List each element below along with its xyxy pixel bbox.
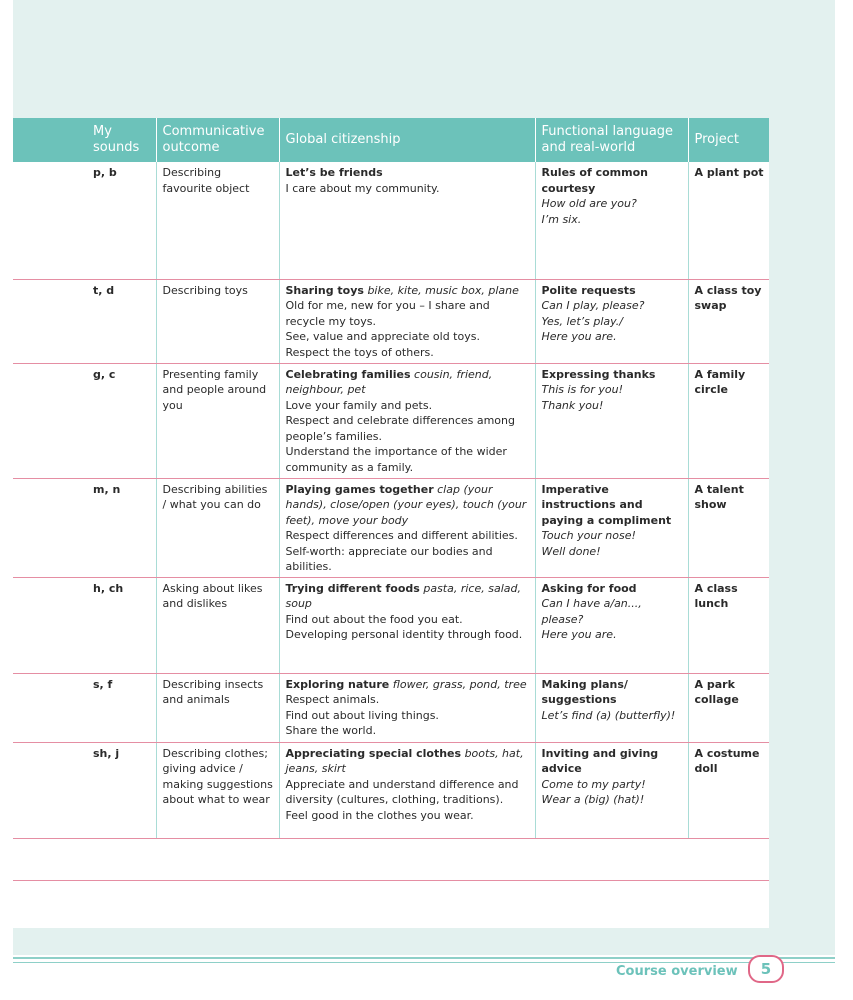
citizenship-vocab: cousin, friend, neighbour, pet bbox=[285, 367, 493, 396]
functional-example: Let’s find (a) (butterfly)! bbox=[541, 708, 676, 722]
table-row bbox=[13, 478, 769, 577]
page-number-badge: 5 bbox=[748, 955, 784, 983]
citizenship-line: See, value and appreciate old toys. bbox=[285, 330, 480, 343]
functional-title: Making plans/ suggestions bbox=[541, 677, 628, 706]
table-row bbox=[13, 577, 769, 673]
citizenship-title: Trying different foods bbox=[285, 581, 420, 595]
footer-rule bbox=[13, 957, 835, 959]
citizenship-line: Self-worth: appreciate our bodies and abilities. bbox=[285, 544, 493, 573]
citizenship-line: Find out about living things. bbox=[285, 708, 439, 722]
citizenship-line: Find out about the food you eat. bbox=[285, 612, 463, 626]
citizenship-vocab: pasta, rice, salad, soup bbox=[285, 581, 521, 610]
page-background-right bbox=[769, 0, 835, 955]
functional-example: How old are you? bbox=[541, 197, 637, 210]
functional-cell bbox=[535, 279, 688, 363]
sounds-cell: p, b bbox=[13, 162, 156, 279]
functional-title: Asking for food bbox=[541, 581, 637, 595]
citizenship-line: Respect the toys of others. bbox=[285, 345, 434, 359]
table-row bbox=[13, 279, 769, 363]
citizenship-line: Appreciate and understand difference and diversity (cultures, clothing, traditions). bbox=[285, 777, 519, 806]
citizenship-cell bbox=[279, 363, 535, 478]
empty-cell bbox=[13, 838, 156, 880]
citizenship-line: Share the world. bbox=[285, 724, 377, 737]
functional-example: Can I play, please? bbox=[541, 299, 645, 312]
functional-cell bbox=[535, 162, 688, 279]
header-project: Project bbox=[688, 118, 769, 162]
citizenship-line: Understand the importance of the wider community as a family. bbox=[285, 445, 507, 474]
table-row-empty bbox=[13, 838, 769, 880]
citizenship-vocab: boots, hat, jeans, skirt bbox=[285, 746, 524, 775]
sounds-cell: t, d bbox=[13, 279, 156, 363]
table-row bbox=[13, 742, 769, 838]
footer-rule-thin bbox=[13, 962, 835, 963]
citizenship-line: Respect animals. bbox=[285, 693, 380, 706]
functional-example: Touch your nose! bbox=[541, 529, 636, 542]
citizenship-cell bbox=[279, 673, 535, 742]
page-background-bottom bbox=[13, 928, 835, 955]
project-cell: A park collage bbox=[688, 673, 769, 742]
citizenship-line: I care about my community. bbox=[285, 181, 440, 195]
citizenship-vocab: flower, grass, pond, tree bbox=[392, 677, 527, 691]
project-cell: A family circle bbox=[688, 363, 769, 478]
functional-example: Thank you! bbox=[541, 398, 604, 412]
empty-cell bbox=[279, 838, 535, 880]
functional-title: Polite requests bbox=[541, 283, 636, 297]
sounds-cell: s, f bbox=[13, 673, 156, 742]
outcome-cell: Describing toys bbox=[156, 279, 279, 363]
project-cell: A costume doll bbox=[688, 742, 769, 838]
header-sounds: My sounds bbox=[13, 118, 156, 162]
citizenship-line: Respect and celebrate differences among people’s families. bbox=[285, 414, 515, 443]
functional-title: Imperative instructions and paying a compliment bbox=[541, 482, 672, 527]
citizenship-line: Developing personal identity through food. bbox=[285, 628, 523, 641]
functional-cell bbox=[535, 363, 688, 478]
functional-example: Here you are. bbox=[541, 330, 617, 343]
citizenship-title: Celebrating families bbox=[285, 367, 411, 381]
outcome-cell: Describing insects and animals bbox=[156, 673, 279, 742]
functional-example: Well done! bbox=[541, 544, 601, 558]
functional-cell bbox=[535, 577, 688, 673]
outcome-cell: Asking about likes and dislikes bbox=[156, 577, 279, 673]
project-cell: A class toy swap bbox=[688, 279, 769, 363]
empty-cell bbox=[156, 838, 279, 880]
header-citizenship: Global citizenship bbox=[279, 118, 535, 162]
functional-title: Inviting and giving advice bbox=[541, 746, 659, 775]
table-row bbox=[13, 363, 769, 478]
citizenship-cell bbox=[279, 279, 535, 363]
course-overview-table bbox=[13, 118, 769, 881]
table-row bbox=[13, 673, 769, 742]
citizenship-cell bbox=[279, 478, 535, 577]
table-header-row bbox=[13, 118, 769, 162]
citizenship-line: Respect differences and different abilities. bbox=[285, 529, 518, 542]
page-background-top bbox=[13, 0, 835, 118]
table-row bbox=[13, 162, 769, 279]
citizenship-line: Old for me, new for you – I share and recycle my toys. bbox=[285, 299, 490, 328]
citizenship-vocab: clap (your hands), close/open (your eyes), touch (your feet), move your body bbox=[285, 482, 527, 527]
citizenship-line: Feel good in the clothes you wear. bbox=[285, 808, 474, 822]
citizenship-title: Exploring nature bbox=[285, 677, 390, 691]
functional-example: Here you are. bbox=[541, 628, 617, 641]
header-functional: Functional language and real-world bbox=[535, 118, 688, 162]
project-cell: A class lunch bbox=[688, 577, 769, 673]
functional-example: Wear a (big) (hat)! bbox=[541, 793, 645, 806]
citizenship-vocab: bike, kite, music box, plane bbox=[367, 283, 519, 297]
citizenship-cell bbox=[279, 577, 535, 673]
empty-cell bbox=[535, 838, 688, 880]
sounds-cell: sh, j bbox=[13, 742, 156, 838]
outcome-cell: Presenting family and people around you bbox=[156, 363, 279, 478]
citizenship-title: Appreciating special clothes bbox=[285, 746, 462, 760]
functional-title: Rules of common courtesy bbox=[541, 166, 648, 195]
functional-cell bbox=[535, 673, 688, 742]
citizenship-title: Playing games together bbox=[285, 482, 434, 496]
functional-cell bbox=[535, 478, 688, 577]
header-outcome: Communicative outcome bbox=[156, 118, 279, 162]
functional-example: Come to my party! bbox=[541, 777, 646, 791]
citizenship-line: Love your family and pets. bbox=[285, 398, 433, 412]
outcome-cell: Describing clothes; giving advice / making suggestions about what to wear bbox=[156, 742, 279, 838]
sounds-cell: h, ch bbox=[13, 577, 156, 673]
functional-cell bbox=[535, 742, 688, 838]
citizenship-cell bbox=[279, 162, 535, 279]
citizenship-cell bbox=[279, 742, 535, 838]
project-cell: A talent show bbox=[688, 478, 769, 577]
citizenship-title: Let’s be friends bbox=[285, 166, 383, 179]
functional-example: Can I have a/an..., please? bbox=[541, 597, 642, 626]
footer-title: Course overview bbox=[616, 964, 738, 979]
outcome-cell: Describing abilities / what you can do bbox=[156, 478, 279, 577]
functional-example: Yes, let’s play./ bbox=[541, 314, 624, 328]
sounds-cell: m, n bbox=[13, 478, 156, 577]
outcome-cell: Describing favourite object bbox=[156, 162, 279, 279]
empty-cell bbox=[688, 838, 769, 880]
functional-example: This is for you! bbox=[541, 383, 624, 396]
citizenship-title: Sharing toys bbox=[285, 283, 364, 297]
sounds-cell: g, c bbox=[13, 363, 156, 478]
functional-title: Expressing thanks bbox=[541, 367, 656, 381]
project-cell: A plant pot bbox=[688, 162, 769, 279]
functional-example: I’m six. bbox=[541, 212, 582, 226]
